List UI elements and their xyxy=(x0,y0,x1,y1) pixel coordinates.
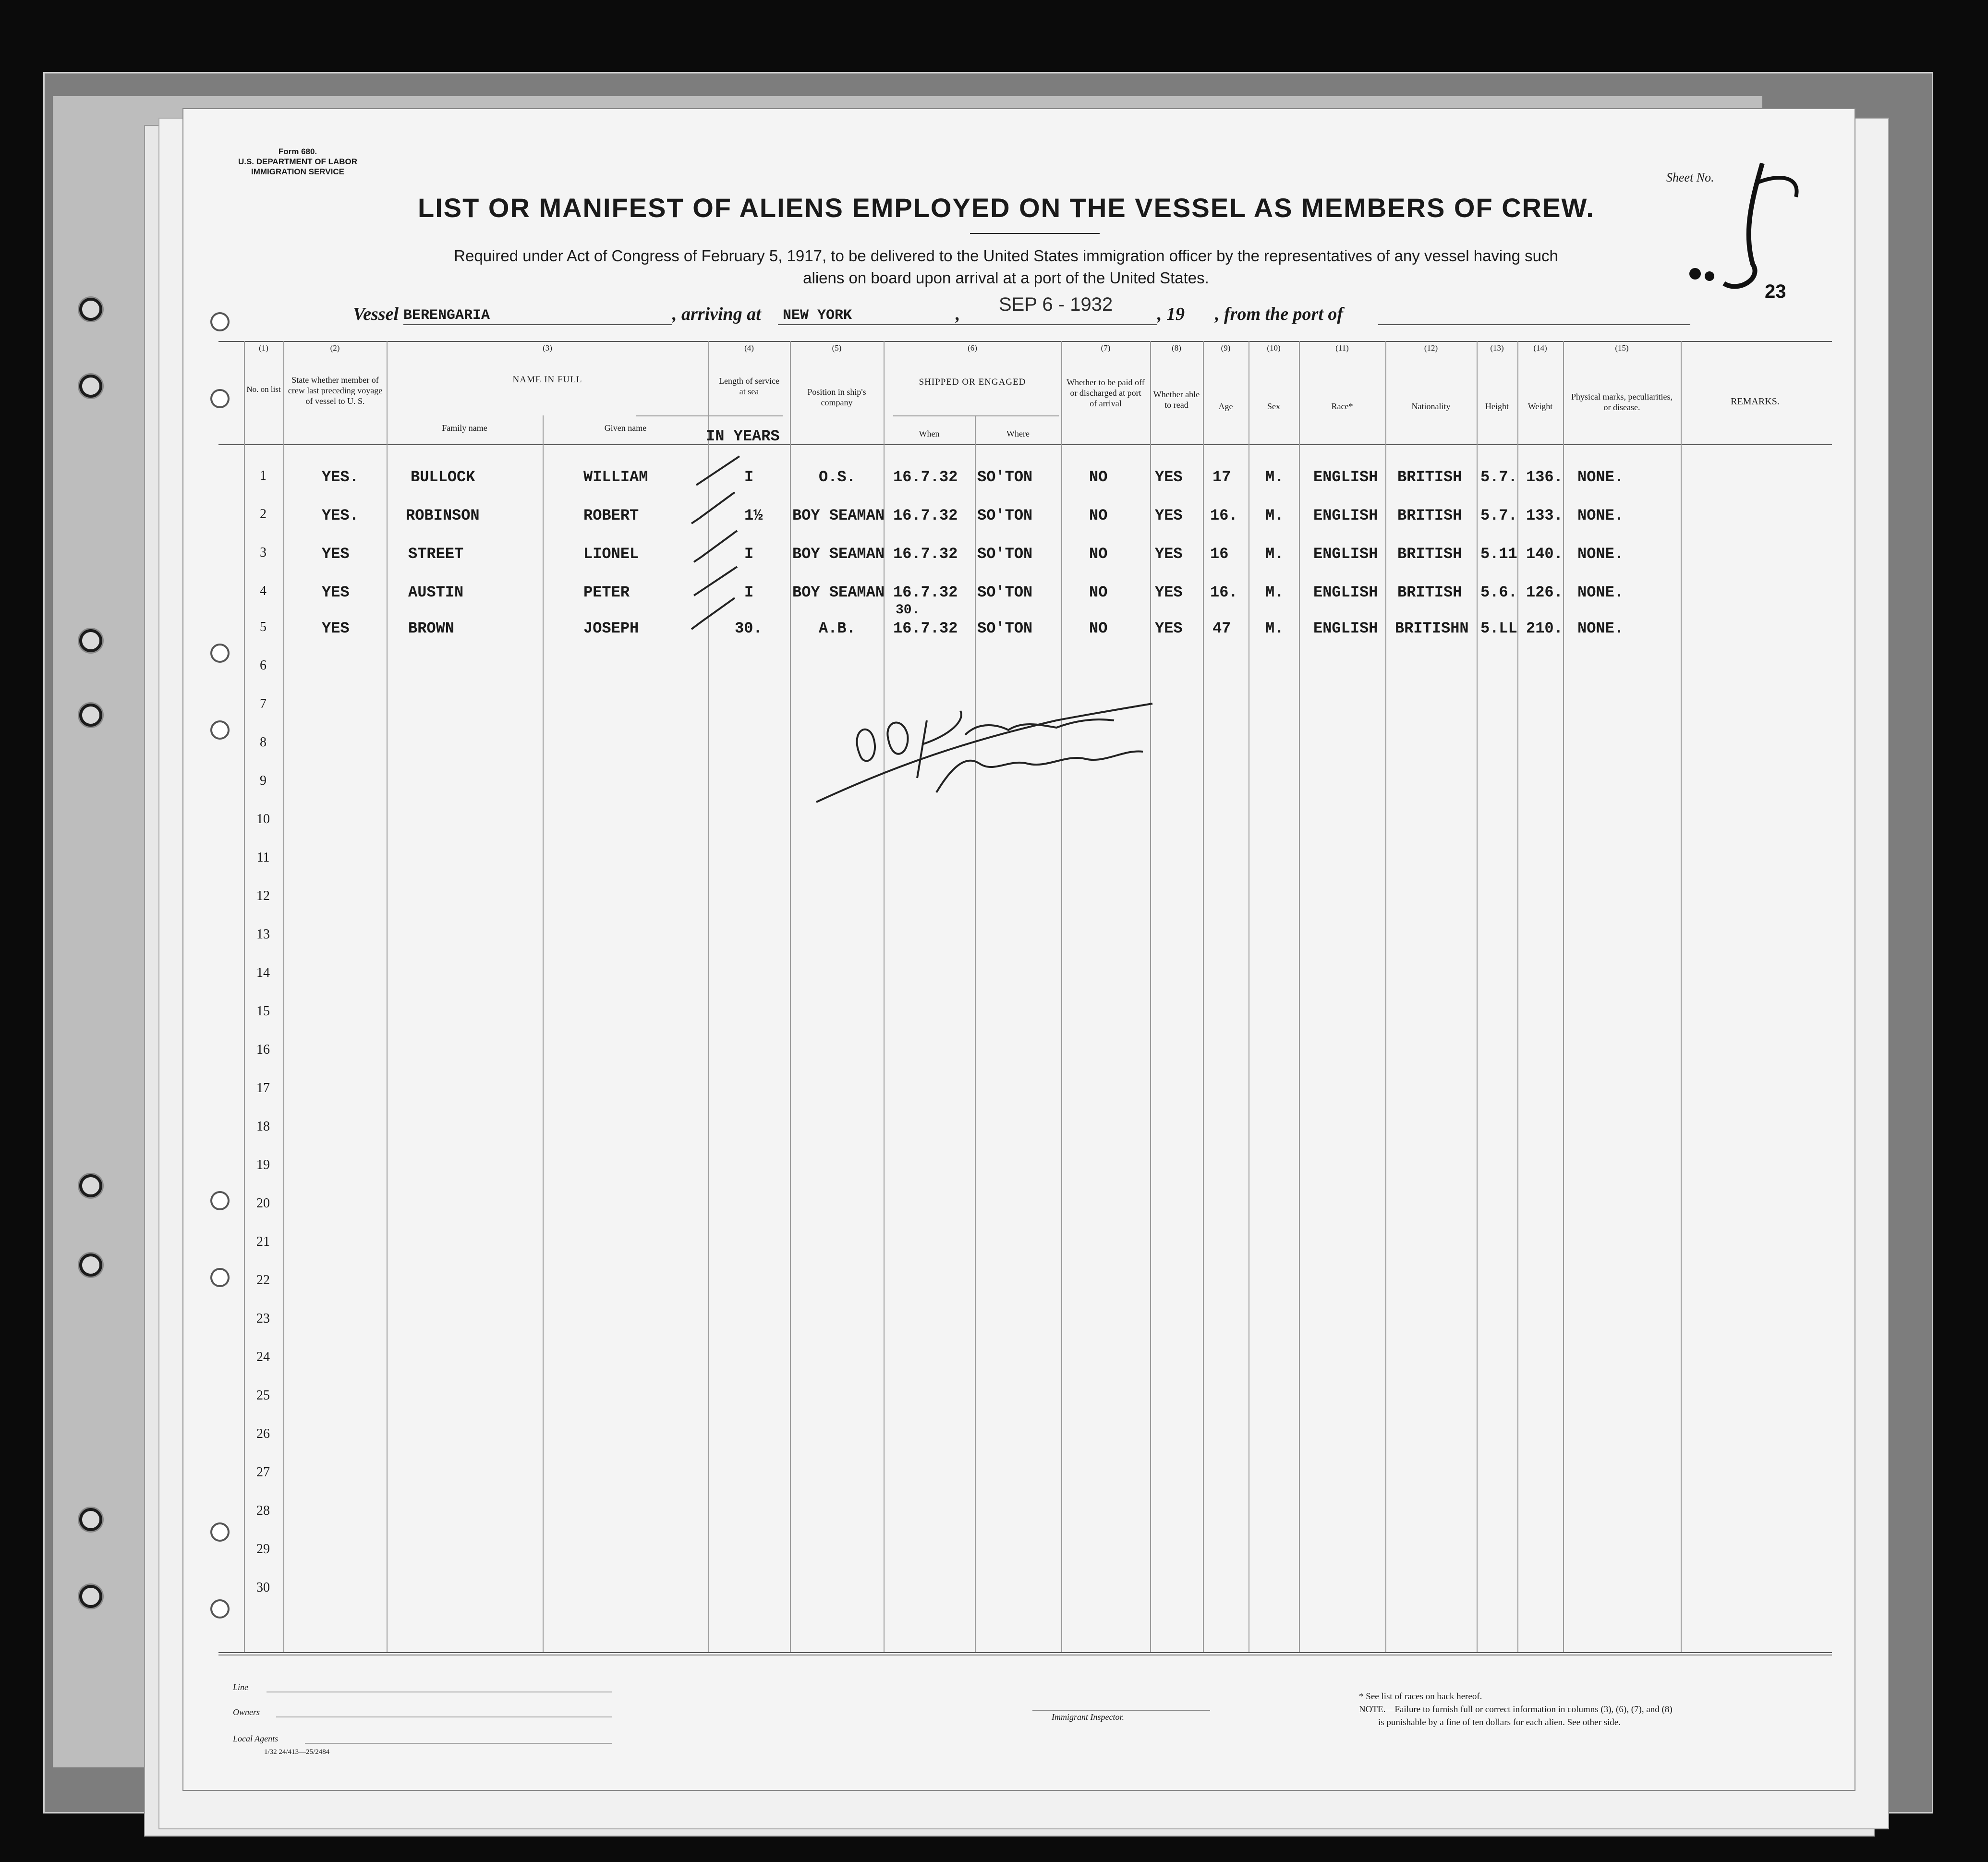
cell-weight: 140. xyxy=(1526,545,1563,563)
cell-paid-off: NO xyxy=(1089,584,1108,601)
cell-able-read: YES xyxy=(1155,507,1183,524)
table-top-border xyxy=(218,341,1832,342)
footer-agents-label: Local Agents xyxy=(233,1734,279,1743)
row-number: 20 xyxy=(256,1196,270,1211)
penalty-note-2: is punishable by a fine of ten dollars for each alien. See other side. xyxy=(1378,1717,1621,1728)
name-split-line xyxy=(636,415,783,416)
row-number: 4 xyxy=(260,584,267,598)
punch-hole-icon xyxy=(210,389,230,408)
binder-hole-icon xyxy=(79,1254,102,1277)
row-number: 21 xyxy=(256,1234,270,1249)
cell-race: ENGLISH xyxy=(1313,584,1378,601)
punch-hole-icon xyxy=(210,1522,230,1542)
row-number: 9 xyxy=(260,773,267,788)
binder-hole-icon xyxy=(79,375,102,398)
date-stamp: SEP 6 - 1932 xyxy=(999,294,1113,315)
row-number: 28 xyxy=(256,1503,270,1518)
column-number: (14) xyxy=(1533,343,1547,353)
col-line xyxy=(244,341,245,1652)
header-race: Race* xyxy=(1331,402,1353,411)
row-number: 3 xyxy=(260,545,267,560)
column-number: (12) xyxy=(1424,343,1438,353)
cell-prev-voyage: YES. xyxy=(322,468,359,486)
col-line xyxy=(1150,341,1151,1652)
cell-nationality: BRITISH xyxy=(1397,468,1462,486)
cell-physical-marks: NONE. xyxy=(1577,468,1624,486)
cell-able-read: YES xyxy=(1155,584,1183,601)
row-number: 14 xyxy=(256,965,270,980)
header-paid-off: Whether to be paid off or discharged at port of arrival xyxy=(1067,377,1145,408)
row-number: 30 xyxy=(256,1580,270,1595)
svg-text:23: 23 xyxy=(1765,281,1786,302)
header-shipped-engaged: SHIPPED OR ENGAGED xyxy=(919,377,1026,387)
col-line xyxy=(884,341,885,1652)
cell-given-name: LIONEL xyxy=(583,545,639,563)
cell-height: 5.6. xyxy=(1480,584,1517,601)
cell-where: SO'TON xyxy=(977,545,1033,563)
binder-hole-icon xyxy=(79,704,102,727)
column-number: (4) xyxy=(744,343,754,353)
requirement-text xyxy=(346,245,1666,289)
cell-sex: M. xyxy=(1265,507,1284,524)
inspector-signature-line xyxy=(1032,1710,1210,1711)
cell-able-read: YES xyxy=(1155,468,1183,486)
column-number: (9) xyxy=(1221,343,1231,353)
column-number: (13) xyxy=(1490,343,1504,353)
cell-paid-off: NO xyxy=(1089,620,1108,637)
cell-weight: 210. xyxy=(1526,620,1563,637)
cell-age: 16. xyxy=(1210,584,1238,601)
binder-hole-icon xyxy=(79,1585,102,1608)
row-number: 19 xyxy=(256,1157,270,1172)
title-underline xyxy=(970,233,1100,234)
punch-hole-icon xyxy=(210,1268,230,1287)
header-age: Age xyxy=(1218,402,1233,411)
row-number: 7 xyxy=(260,696,267,711)
cell-where: SO'TON xyxy=(977,507,1033,524)
col-line xyxy=(1681,341,1682,1652)
punch-hole-icon xyxy=(210,644,230,663)
from-port-label: , from the port of xyxy=(1215,304,1344,324)
cell-height: 5.11 xyxy=(1480,545,1517,563)
cell-sex: M. xyxy=(1265,545,1284,563)
cell-weight: 136. xyxy=(1526,468,1563,486)
column-number: (2) xyxy=(330,343,340,353)
check-marks-icon xyxy=(682,451,768,634)
binder-hole-icon xyxy=(79,629,102,652)
cell-age: 16. xyxy=(1210,507,1238,524)
column-number: (1) xyxy=(259,343,268,353)
cell-nationality: BRITISH xyxy=(1397,507,1462,524)
cell-weight: 133. xyxy=(1526,507,1563,524)
col-line xyxy=(1385,341,1386,1652)
header-nationality: Nationality xyxy=(1411,402,1451,411)
print-code: 1/32 24/413—25/2484 xyxy=(264,1748,330,1756)
row-number: 17 xyxy=(256,1081,270,1095)
cell-age: 16 xyxy=(1210,545,1229,563)
column-number: (11) xyxy=(1335,343,1349,353)
comma: , xyxy=(956,304,960,324)
header-no-on-list: No. on list xyxy=(246,385,281,394)
cell-able-read: YES xyxy=(1155,545,1183,563)
from-port-underline xyxy=(1378,324,1690,325)
row-number: 2 xyxy=(260,507,267,522)
inspector-signature-icon xyxy=(807,692,1162,816)
cell-physical-marks: NONE. xyxy=(1577,507,1624,524)
col-line xyxy=(1563,341,1564,1652)
binder-hole-icon xyxy=(79,1174,102,1197)
page-title: LIST OR MANIFEST OF ALIENS EMPLOYED ON THE VESSEL AS MEMBERS OF CREW. xyxy=(418,193,1595,223)
cell-prev-voyage: YES xyxy=(322,584,350,601)
arrival-underline xyxy=(778,324,1157,325)
cell-race: ENGLISH xyxy=(1313,545,1378,563)
cell-years: 1½ xyxy=(744,507,763,524)
cell-prev-voyage: YES xyxy=(322,545,350,563)
column-number: (7) xyxy=(1101,343,1111,353)
cell-where: SO'TON xyxy=(977,620,1033,637)
header-weight: Weight xyxy=(1527,402,1553,411)
cell-race: ENGLISH xyxy=(1313,468,1378,486)
col-line xyxy=(1203,341,1204,1652)
column-number: (8) xyxy=(1172,343,1181,353)
col-line xyxy=(975,415,976,1652)
cell-position: A.B. xyxy=(819,620,856,637)
department-name: U.S. DEPARTMENT OF LABOR xyxy=(238,157,358,166)
row-number: 23 xyxy=(256,1311,270,1326)
cell-where: SO'TON xyxy=(977,468,1033,486)
cell-race: ENGLISH xyxy=(1313,620,1378,637)
col-line xyxy=(1299,341,1300,1652)
vessel-underline xyxy=(403,324,672,325)
vessel-name: BERENGARIA xyxy=(403,307,490,324)
cell-nationality: BRITISHN xyxy=(1395,620,1469,637)
cell-family-name: AUSTIN xyxy=(408,584,464,601)
row-number: 25 xyxy=(256,1388,270,1403)
cell-when: 16.7.32 xyxy=(893,620,958,637)
row-number: 11 xyxy=(256,850,270,865)
row-number: 5 xyxy=(260,620,267,634)
cell-physical-marks: NONE. xyxy=(1577,545,1624,563)
binder-hole-icon xyxy=(79,1508,102,1531)
header-where: Where xyxy=(1006,429,1030,438)
arriving-label: , arriving at xyxy=(672,304,761,324)
cell-age: 47 xyxy=(1212,620,1231,637)
cell-when: 16.7.32 xyxy=(893,545,958,563)
header-name-in-full: NAME IN FULL xyxy=(512,375,582,385)
cell-years: 30. xyxy=(735,620,763,637)
row-number: 22 xyxy=(256,1273,270,1288)
cell-paid-off: NO xyxy=(1089,468,1108,486)
shipped-split-line xyxy=(893,415,1059,416)
requirement-line-1: Required under Act of Congress of February 5, 1917, to be delivered to the United States immigration officer by the representatives of any vessel having such xyxy=(454,247,1558,265)
manifest-sheet xyxy=(182,108,1855,1791)
header-when: When xyxy=(919,429,940,438)
column-number: (6) xyxy=(968,343,977,353)
cell-height: 5.LL xyxy=(1480,620,1517,637)
form-number: Form 680. xyxy=(278,147,317,156)
header-length-service: Length of service at sea xyxy=(719,376,779,396)
form-header xyxy=(235,146,360,177)
row-number: 1 xyxy=(260,468,267,483)
col-line xyxy=(1477,341,1478,1652)
arriving-port: NEW YORK xyxy=(783,307,852,324)
cell-position: BOY SEAMAN xyxy=(792,507,885,524)
requirement-line-2: aliens on board upon arrival at a port of the United States. xyxy=(803,269,1209,287)
cell-sex: M. xyxy=(1265,620,1284,637)
cell-sex: M. xyxy=(1265,584,1284,601)
row-number: 13 xyxy=(256,927,270,942)
cell-paid-off: NO xyxy=(1089,545,1108,563)
row-number: 6 xyxy=(260,658,267,673)
cell-prev-voyage: YES xyxy=(322,620,350,637)
header-able-to-read: Whether able to read xyxy=(1153,389,1200,410)
cell-family-name: ROBINSON xyxy=(406,507,480,524)
header-family-name: Family name xyxy=(442,423,487,433)
cell-race: ENGLISH xyxy=(1313,507,1378,524)
col-line xyxy=(543,415,544,1652)
footer-line-label: Line xyxy=(233,1682,249,1692)
row-number: 24 xyxy=(256,1350,270,1364)
cell-age: 17 xyxy=(1212,468,1231,486)
service-name: IMMIGRATION SERVICE xyxy=(251,167,344,176)
cell-given-name: ROBERT xyxy=(583,507,639,524)
header-physical-marks: Physical marks, peculiarities, or disease. xyxy=(1571,392,1673,412)
races-note: * See list of races on back hereof. xyxy=(1359,1692,1482,1702)
owners-field-underline xyxy=(276,1716,612,1717)
cell-given-name: WILLIAM xyxy=(583,468,648,486)
column-number: (10) xyxy=(1267,343,1281,353)
row-number: 15 xyxy=(256,1004,270,1019)
cell-family-name: BULLOCK xyxy=(411,468,475,486)
col-line xyxy=(387,341,388,1652)
year-label: , 19 xyxy=(1157,304,1185,324)
row-number: 16 xyxy=(256,1042,270,1057)
column-number: (3) xyxy=(543,343,552,353)
cell-family-name: BROWN xyxy=(408,620,455,637)
cell-nationality: BRITISH xyxy=(1397,545,1462,563)
punch-hole-icon xyxy=(210,720,230,740)
header-in-years: IN YEARS xyxy=(706,427,780,445)
row-number: 18 xyxy=(256,1119,270,1134)
cell-physical-marks: NONE. xyxy=(1577,584,1624,601)
header-height: Height xyxy=(1485,402,1509,411)
column-number: (5) xyxy=(832,343,842,353)
agents-field-underline xyxy=(305,1743,612,1744)
immigrant-inspector-label: Immigrant Inspector. xyxy=(1052,1712,1124,1722)
row-number: 10 xyxy=(256,812,270,827)
col-line xyxy=(283,341,284,1652)
handwritten-sheet-number-icon xyxy=(1681,154,1825,307)
cell-height: 5.7. xyxy=(1480,468,1517,486)
cell-years: I xyxy=(744,468,754,486)
binder-hole-icon xyxy=(79,298,102,321)
col-line xyxy=(1061,341,1062,1652)
cell-when-overwrite: 30. xyxy=(896,603,920,618)
punch-hole-icon xyxy=(210,1191,230,1210)
cell-nationality: BRITISH xyxy=(1397,584,1462,601)
sheet-number-label: Sheet No. xyxy=(1666,170,1714,184)
vessel-label: Vessel xyxy=(353,304,399,324)
cell-prev-voyage: YES. xyxy=(322,507,359,524)
penalty-note-1: NOTE.—Failure to furnish full or correct information in columns (3), (6), (7), and (8) xyxy=(1359,1704,1673,1715)
row-number: 29 xyxy=(256,1542,270,1557)
cell-height: 5.7. xyxy=(1480,507,1517,524)
row-number: 27 xyxy=(256,1465,270,1480)
cell-physical-marks: NONE. xyxy=(1577,620,1624,637)
punch-hole-icon xyxy=(210,1599,230,1619)
header-state-whether: State whether member of crew last preceding voyage of vessel to U. S. xyxy=(288,375,383,406)
cell-given-name: PETER xyxy=(583,584,630,601)
cell-position: O.S. xyxy=(819,468,856,486)
col-line xyxy=(790,341,791,1652)
cell-years: I xyxy=(744,545,754,563)
header-sex: Sex xyxy=(1267,402,1280,411)
header-given-name: Given name xyxy=(604,423,647,433)
header-position: Position in ship's company xyxy=(807,387,866,407)
cell-weight: 126. xyxy=(1526,584,1563,601)
cell-when: 16.7.32 xyxy=(893,468,958,486)
cell-paid-off: NO xyxy=(1089,507,1108,524)
cell-when: 16.7.32 xyxy=(893,584,958,601)
cell-position: BOY SEAMAN xyxy=(792,545,885,563)
col-line xyxy=(1517,341,1518,1652)
cell-given-name: JOSEPH xyxy=(583,620,639,637)
table-header-border xyxy=(218,444,1832,445)
row-number: 26 xyxy=(256,1426,270,1441)
cell-where: SO'TON xyxy=(977,584,1033,601)
cell-when: 16.7.32 xyxy=(893,507,958,524)
punch-hole-icon xyxy=(210,312,230,331)
cell-sex: M. xyxy=(1265,468,1284,486)
row-number: 12 xyxy=(256,888,270,903)
cell-position: BOY SEAMAN xyxy=(792,584,885,601)
cell-family-name: STREET xyxy=(408,545,464,563)
table-bottom-border xyxy=(218,1652,1832,1653)
column-number: (15) xyxy=(1615,343,1629,353)
cell-years: I xyxy=(744,584,754,601)
cell-able-read: YES xyxy=(1155,620,1183,637)
footer-owners-label: Owners xyxy=(233,1707,260,1717)
row-number: 8 xyxy=(260,735,267,750)
header-remarks: REMARKS. xyxy=(1731,396,1780,407)
